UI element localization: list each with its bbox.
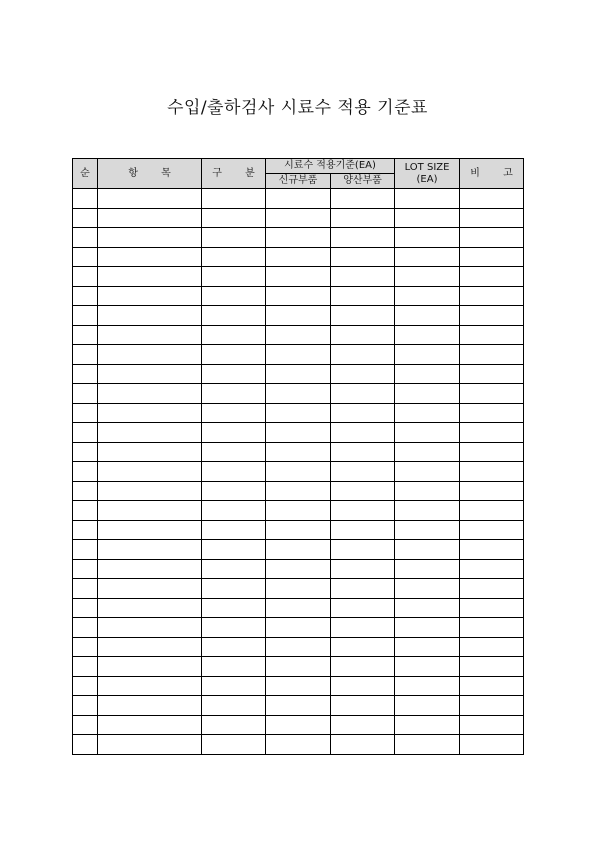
- cell-category[interactable]: [202, 228, 266, 248]
- table-row: [73, 540, 524, 560]
- cell-item[interactable]: [98, 676, 202, 696]
- cell-category[interactable]: [202, 637, 266, 657]
- cell-item[interactable]: [98, 715, 202, 735]
- cell-remarks[interactable]: [460, 501, 524, 521]
- cell-remarks[interactable]: [460, 286, 524, 306]
- cell-new-parts[interactable]: [266, 540, 331, 560]
- cell-lot-size[interactable]: [395, 286, 460, 306]
- cell-new-parts[interactable]: [266, 345, 331, 365]
- cell-remarks[interactable]: [460, 189, 524, 209]
- cell-remarks[interactable]: [460, 579, 524, 599]
- cell-mass-parts[interactable]: [331, 481, 395, 501]
- header-no: 순: [73, 159, 98, 189]
- cell-new-parts[interactable]: [266, 618, 331, 638]
- cell-remarks[interactable]: [460, 462, 524, 482]
- cell-lot-size[interactable]: [395, 657, 460, 677]
- cell-no[interactable]: [73, 501, 98, 521]
- cell-category[interactable]: [202, 462, 266, 482]
- cell-category[interactable]: [202, 306, 266, 326]
- cell-category[interactable]: [202, 345, 266, 365]
- cell-category[interactable]: [202, 286, 266, 306]
- cell-remarks[interactable]: [460, 540, 524, 560]
- cell-remarks[interactable]: [460, 637, 524, 657]
- cell-mass-parts[interactable]: [331, 345, 395, 365]
- cell-mass-parts[interactable]: [331, 325, 395, 345]
- cell-no[interactable]: [73, 247, 98, 267]
- cell-item[interactable]: [98, 325, 202, 345]
- cell-item[interactable]: [98, 286, 202, 306]
- cell-new-parts[interactable]: [266, 228, 331, 248]
- header-category-label: 구 분: [212, 167, 265, 179]
- cell-no[interactable]: [73, 442, 98, 462]
- header-row-1: [73, 159, 524, 174]
- cell-lot-size[interactable]: [395, 189, 460, 209]
- cell-new-parts[interactable]: [266, 423, 331, 443]
- cell-category[interactable]: [202, 364, 266, 384]
- cell-category[interactable]: [202, 735, 266, 755]
- cell-new-parts[interactable]: [266, 403, 331, 423]
- cell-item[interactable]: [98, 384, 202, 404]
- cell-category[interactable]: [202, 208, 266, 228]
- table-row: [73, 403, 524, 423]
- cell-remarks[interactable]: [460, 267, 524, 287]
- cell-new-parts[interactable]: [266, 520, 331, 540]
- cell-item[interactable]: [98, 637, 202, 657]
- cell-no[interactable]: [73, 228, 98, 248]
- cell-no[interactable]: [73, 364, 98, 384]
- cell-item[interactable]: [98, 423, 202, 443]
- cell-category[interactable]: [202, 715, 266, 735]
- cell-mass-parts[interactable]: [331, 715, 395, 735]
- cell-new-parts[interactable]: [266, 364, 331, 384]
- cell-remarks[interactable]: [460, 676, 524, 696]
- header-remarks: [460, 159, 524, 189]
- cell-mass-parts[interactable]: [331, 462, 395, 482]
- cell-item[interactable]: [98, 657, 202, 677]
- cell-remarks[interactable]: [460, 247, 524, 267]
- cell-new-parts[interactable]: [266, 462, 331, 482]
- header-category: [202, 159, 266, 189]
- cell-lot-size[interactable]: [395, 735, 460, 755]
- cell-item[interactable]: [98, 462, 202, 482]
- cell-lot-size[interactable]: [395, 540, 460, 560]
- cell-mass-parts[interactable]: [331, 501, 395, 521]
- cell-no[interactable]: [73, 462, 98, 482]
- cell-lot-size[interactable]: [395, 520, 460, 540]
- cell-category[interactable]: [202, 559, 266, 579]
- cell-new-parts[interactable]: [266, 598, 331, 618]
- cell-no[interactable]: [73, 618, 98, 638]
- cell-remarks[interactable]: [460, 618, 524, 638]
- cell-mass-parts[interactable]: [331, 189, 395, 209]
- cell-no[interactable]: [73, 540, 98, 560]
- cell-lot-size[interactable]: [395, 676, 460, 696]
- cell-no[interactable]: [73, 715, 98, 735]
- cell-category[interactable]: [202, 423, 266, 443]
- cell-mass-parts[interactable]: [331, 384, 395, 404]
- table-row: [73, 715, 524, 735]
- cell-mass-parts[interactable]: [331, 735, 395, 755]
- cell-category[interactable]: [202, 384, 266, 404]
- cell-no[interactable]: [73, 403, 98, 423]
- header-item-label: 항 목: [128, 167, 181, 179]
- cell-lot-size[interactable]: [395, 325, 460, 345]
- cell-category[interactable]: [202, 325, 266, 345]
- header-sample-group: 시료수 적용기준(EA): [266, 159, 395, 174]
- cell-item[interactable]: [98, 267, 202, 287]
- cell-no[interactable]: [73, 384, 98, 404]
- cell-item[interactable]: [98, 540, 202, 560]
- cell-remarks[interactable]: [460, 715, 524, 735]
- cell-lot-size[interactable]: [395, 423, 460, 443]
- cell-no[interactable]: [73, 520, 98, 540]
- header-lot-size-line2: (EA): [416, 173, 438, 185]
- cell-lot-size[interactable]: [395, 247, 460, 267]
- table-row: [73, 520, 524, 540]
- cell-no[interactable]: [73, 286, 98, 306]
- cell-remarks[interactable]: [460, 325, 524, 345]
- cell-new-parts[interactable]: [266, 579, 331, 599]
- cell-new-parts[interactable]: [266, 286, 331, 306]
- table-row: [73, 325, 524, 345]
- table-row: [73, 598, 524, 618]
- cell-remarks[interactable]: [460, 598, 524, 618]
- cell-mass-parts[interactable]: [331, 267, 395, 287]
- cell-remarks[interactable]: [460, 364, 524, 384]
- table-row: [73, 618, 524, 638]
- cell-lot-size[interactable]: [395, 208, 460, 228]
- cell-new-parts[interactable]: [266, 676, 331, 696]
- cell-remarks[interactable]: [460, 696, 524, 716]
- table-row: [73, 208, 524, 228]
- cell-new-parts[interactable]: [266, 657, 331, 677]
- cell-lot-size[interactable]: [395, 637, 460, 657]
- cell-lot-size[interactable]: [395, 715, 460, 735]
- cell-category[interactable]: [202, 540, 266, 560]
- table-row: [73, 481, 524, 501]
- table-row: [73, 228, 524, 248]
- cell-mass-parts[interactable]: [331, 306, 395, 326]
- table-row: [73, 462, 524, 482]
- cell-no[interactable]: [73, 735, 98, 755]
- cell-no[interactable]: [73, 696, 98, 716]
- cell-item[interactable]: [98, 208, 202, 228]
- table-row: [73, 364, 524, 384]
- cell-item[interactable]: [98, 481, 202, 501]
- cell-new-parts[interactable]: [266, 559, 331, 579]
- cell-new-parts[interactable]: [266, 481, 331, 501]
- table-row: [73, 267, 524, 287]
- header-lot-size-line1: LOT SIZE: [404, 161, 450, 173]
- cell-mass-parts[interactable]: [331, 637, 395, 657]
- cell-mass-parts[interactable]: [331, 598, 395, 618]
- cell-item[interactable]: [98, 228, 202, 248]
- cell-item[interactable]: [98, 501, 202, 521]
- cell-remarks[interactable]: [460, 423, 524, 443]
- header-remarks-label: 비 고: [470, 167, 523, 179]
- cell-mass-parts[interactable]: [331, 247, 395, 267]
- cell-no[interactable]: [73, 423, 98, 443]
- header-item: [98, 159, 202, 189]
- header-new-parts: 신규부품: [266, 174, 331, 189]
- cell-remarks[interactable]: [460, 520, 524, 540]
- cell-category[interactable]: [202, 267, 266, 287]
- cell-new-parts[interactable]: [266, 637, 331, 657]
- cell-item[interactable]: [98, 442, 202, 462]
- cell-item[interactable]: [98, 345, 202, 365]
- cell-no[interactable]: [73, 481, 98, 501]
- cell-category[interactable]: [202, 442, 266, 462]
- cell-no[interactable]: [73, 559, 98, 579]
- cell-new-parts[interactable]: [266, 696, 331, 716]
- cell-new-parts[interactable]: [266, 306, 331, 326]
- cell-mass-parts[interactable]: [331, 520, 395, 540]
- cell-mass-parts[interactable]: [331, 657, 395, 677]
- cell-lot-size[interactable]: [395, 579, 460, 599]
- cell-remarks[interactable]: [460, 384, 524, 404]
- cell-new-parts[interactable]: [266, 325, 331, 345]
- table-row: [73, 345, 524, 365]
- table-row: [73, 442, 524, 462]
- cell-remarks[interactable]: [460, 306, 524, 326]
- cell-remarks[interactable]: [460, 403, 524, 423]
- cell-mass-parts[interactable]: [331, 442, 395, 462]
- table-row: [73, 189, 524, 209]
- table-row: [73, 286, 524, 306]
- cell-mass-parts[interactable]: [331, 696, 395, 716]
- cell-lot-size[interactable]: [395, 598, 460, 618]
- cell-lot-size[interactable]: [395, 267, 460, 287]
- cell-item[interactable]: [98, 618, 202, 638]
- table-row: [73, 657, 524, 677]
- table-body: [73, 189, 524, 755]
- table-row: [73, 735, 524, 755]
- cell-remarks[interactable]: [460, 735, 524, 755]
- cell-remarks[interactable]: [460, 442, 524, 462]
- cell-category[interactable]: [202, 403, 266, 423]
- cell-new-parts[interactable]: [266, 442, 331, 462]
- cell-category[interactable]: [202, 481, 266, 501]
- cell-new-parts[interactable]: [266, 208, 331, 228]
- cell-item[interactable]: [98, 306, 202, 326]
- table-row: [73, 676, 524, 696]
- cell-item[interactable]: [98, 247, 202, 267]
- table-row: [73, 501, 524, 521]
- cell-remarks[interactable]: [460, 657, 524, 677]
- cell-lot-size[interactable]: [395, 559, 460, 579]
- table-row: [73, 384, 524, 404]
- cell-lot-size[interactable]: [395, 384, 460, 404]
- cell-mass-parts[interactable]: [331, 676, 395, 696]
- cell-category[interactable]: [202, 657, 266, 677]
- table-header: [73, 159, 524, 189]
- cell-mass-parts[interactable]: [331, 540, 395, 560]
- cell-new-parts[interactable]: [266, 501, 331, 521]
- table-row: [73, 579, 524, 599]
- cell-no[interactable]: [73, 345, 98, 365]
- cell-item[interactable]: [98, 735, 202, 755]
- cell-mass-parts[interactable]: [331, 228, 395, 248]
- cell-no[interactable]: [73, 637, 98, 657]
- cell-lot-size[interactable]: [395, 501, 460, 521]
- cell-lot-size[interactable]: [395, 618, 460, 638]
- cell-lot-size[interactable]: [395, 345, 460, 365]
- sample-standard-table: [72, 158, 524, 755]
- cell-category[interactable]: [202, 696, 266, 716]
- cell-remarks[interactable]: [460, 481, 524, 501]
- table-row: [73, 559, 524, 579]
- cell-category[interactable]: [202, 247, 266, 267]
- cell-mass-parts[interactable]: [331, 423, 395, 443]
- cell-remarks[interactable]: [460, 208, 524, 228]
- cell-lot-size[interactable]: [395, 462, 460, 482]
- cell-category[interactable]: [202, 676, 266, 696]
- cell-remarks[interactable]: [460, 345, 524, 365]
- cell-no[interactable]: [73, 676, 98, 696]
- cell-item[interactable]: [98, 696, 202, 716]
- cell-no[interactable]: [73, 267, 98, 287]
- cell-lot-size[interactable]: [395, 696, 460, 716]
- cell-new-parts[interactable]: [266, 735, 331, 755]
- table-row: [73, 696, 524, 716]
- cell-lot-size[interactable]: [395, 364, 460, 384]
- cell-no[interactable]: [73, 208, 98, 228]
- cell-item[interactable]: [98, 579, 202, 599]
- cell-mass-parts[interactable]: [331, 579, 395, 599]
- cell-category[interactable]: [202, 618, 266, 638]
- table-row: [73, 247, 524, 267]
- cell-lot-size[interactable]: [395, 442, 460, 462]
- cell-item[interactable]: [98, 403, 202, 423]
- cell-new-parts[interactable]: [266, 189, 331, 209]
- cell-mass-parts[interactable]: [331, 403, 395, 423]
- cell-remarks[interactable]: [460, 228, 524, 248]
- header-mass-parts: 양산부품: [331, 174, 395, 189]
- cell-item[interactable]: [98, 364, 202, 384]
- cell-no[interactable]: [73, 579, 98, 599]
- cell-lot-size[interactable]: [395, 481, 460, 501]
- cell-category[interactable]: [202, 520, 266, 540]
- cell-category[interactable]: [202, 579, 266, 599]
- cell-new-parts[interactable]: [266, 384, 331, 404]
- table-row: [73, 423, 524, 443]
- cell-lot-size[interactable]: [395, 228, 460, 248]
- cell-mass-parts[interactable]: [331, 559, 395, 579]
- cell-category[interactable]: [202, 501, 266, 521]
- cell-item[interactable]: [98, 559, 202, 579]
- cell-new-parts[interactable]: [266, 715, 331, 735]
- header-lot-size: [395, 159, 460, 189]
- cell-category[interactable]: [202, 598, 266, 618]
- cell-no[interactable]: [73, 598, 98, 618]
- table-row: [73, 637, 524, 657]
- cell-category[interactable]: [202, 189, 266, 209]
- cell-mass-parts[interactable]: [331, 364, 395, 384]
- cell-new-parts[interactable]: [266, 247, 331, 267]
- cell-lot-size[interactable]: [395, 306, 460, 326]
- cell-mass-parts[interactable]: [331, 208, 395, 228]
- cell-mass-parts[interactable]: [331, 618, 395, 638]
- document-title: 수입/출하검사 시료수 적용 기준표: [167, 98, 428, 118]
- cell-remarks[interactable]: [460, 559, 524, 579]
- table-row: [73, 306, 524, 326]
- cell-no[interactable]: [73, 325, 98, 345]
- cell-item[interactable]: [98, 520, 202, 540]
- cell-mass-parts[interactable]: [331, 286, 395, 306]
- cell-item[interactable]: [98, 598, 202, 618]
- cell-no[interactable]: [73, 306, 98, 326]
- cell-lot-size[interactable]: [395, 403, 460, 423]
- cell-item[interactable]: [98, 189, 202, 209]
- cell-no[interactable]: [73, 657, 98, 677]
- cell-no[interactable]: [73, 189, 98, 209]
- cell-new-parts[interactable]: [266, 267, 331, 287]
